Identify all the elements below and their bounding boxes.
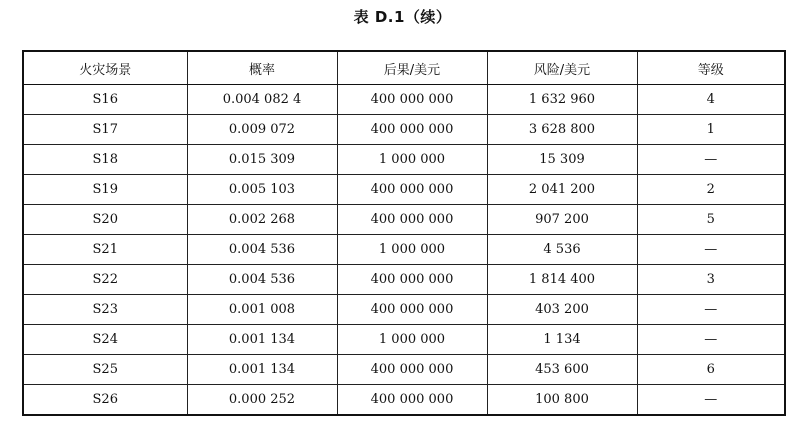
cell-consequence: 400 000 000 xyxy=(337,295,487,325)
cell-consequence: 400 000 000 xyxy=(337,385,487,416)
table-row xyxy=(23,205,785,235)
cell-risk: 1 814 400 xyxy=(487,265,637,295)
cell-probability: 0.004 536 xyxy=(187,265,337,295)
table-row xyxy=(23,145,785,175)
table-row xyxy=(23,295,785,325)
table-title: 表 D.1（续） xyxy=(353,8,452,26)
cell-grade: 4 xyxy=(637,85,785,115)
cell-probability: 0.000 252 xyxy=(187,385,337,416)
header-consequence: 后果/美元 xyxy=(337,51,487,85)
cell-scene: S16 xyxy=(23,85,187,115)
cell-grade: — xyxy=(637,145,785,175)
header-probability: 概率 xyxy=(187,51,337,85)
cell-grade: 1 xyxy=(637,115,785,145)
table-row xyxy=(23,265,785,295)
cell-scene: S21 xyxy=(23,235,187,265)
cell-grade: 6 xyxy=(637,355,785,385)
header-risk: 风险/美元 xyxy=(487,51,637,85)
cell-consequence: 1 000 000 xyxy=(337,325,487,355)
cell-grade: — xyxy=(637,325,785,355)
cell-risk: 1 134 xyxy=(487,325,637,355)
cell-scene: S18 xyxy=(23,145,187,175)
cell-scene: S24 xyxy=(23,325,187,355)
table-row xyxy=(23,85,785,115)
cell-probability: 0.015 309 xyxy=(187,145,337,175)
cell-scene: S22 xyxy=(23,265,187,295)
cell-consequence: 400 000 000 xyxy=(337,85,487,115)
cell-risk: 2 041 200 xyxy=(487,175,637,205)
cell-risk: 453 600 xyxy=(487,355,637,385)
table-row xyxy=(23,355,785,385)
cell-consequence: 1 000 000 xyxy=(337,235,487,265)
cell-scene: S17 xyxy=(23,115,187,145)
cell-probability: 0.001 134 xyxy=(187,325,337,355)
cell-grade: 5 xyxy=(637,205,785,235)
cell-risk: 403 200 xyxy=(487,295,637,325)
header-grade: 等级 xyxy=(637,51,785,85)
cell-consequence: 400 000 000 xyxy=(337,175,487,205)
cell-probability: 0.009 072 xyxy=(187,115,337,145)
cell-probability: 0.004 536 xyxy=(187,235,337,265)
cell-risk: 15 309 xyxy=(487,145,637,175)
cell-risk: 4 536 xyxy=(487,235,637,265)
table-row xyxy=(23,115,785,145)
cell-scene: S20 xyxy=(23,205,187,235)
table-row xyxy=(23,325,785,355)
cell-scene: S19 xyxy=(23,175,187,205)
cell-consequence: 400 000 000 xyxy=(337,355,487,385)
cell-consequence: 400 000 000 xyxy=(337,265,487,295)
table-row xyxy=(23,175,785,205)
fire-scenario-table xyxy=(22,50,786,416)
cell-grade: — xyxy=(637,385,785,416)
cell-grade: 2 xyxy=(637,175,785,205)
cell-scene: S25 xyxy=(23,355,187,385)
cell-risk: 100 800 xyxy=(487,385,637,416)
cell-consequence: 400 000 000 xyxy=(337,205,487,235)
cell-risk: 1 632 960 xyxy=(487,85,637,115)
cell-grade: — xyxy=(637,295,785,325)
cell-probability: 0.005 103 xyxy=(187,175,337,205)
cell-consequence: 1 000 000 xyxy=(337,145,487,175)
table-row xyxy=(23,235,785,265)
cell-probability: 0.002 268 xyxy=(187,205,337,235)
cell-risk: 907 200 xyxy=(487,205,637,235)
cell-probability: 0.001 008 xyxy=(187,295,337,325)
cell-consequence: 400 000 000 xyxy=(337,115,487,145)
cell-grade: — xyxy=(637,235,785,265)
header-fire-scene: 火灾场景 xyxy=(23,51,187,85)
cell-probability: 0.001 134 xyxy=(187,355,337,385)
cell-probability: 0.004 082 4 xyxy=(187,85,337,115)
cell-grade: 3 xyxy=(637,265,785,295)
cell-scene: S26 xyxy=(23,385,187,416)
table-row xyxy=(23,385,785,416)
cell-risk: 3 628 800 xyxy=(487,115,637,145)
cell-scene: S23 xyxy=(23,295,187,325)
table-header-row xyxy=(23,51,785,85)
